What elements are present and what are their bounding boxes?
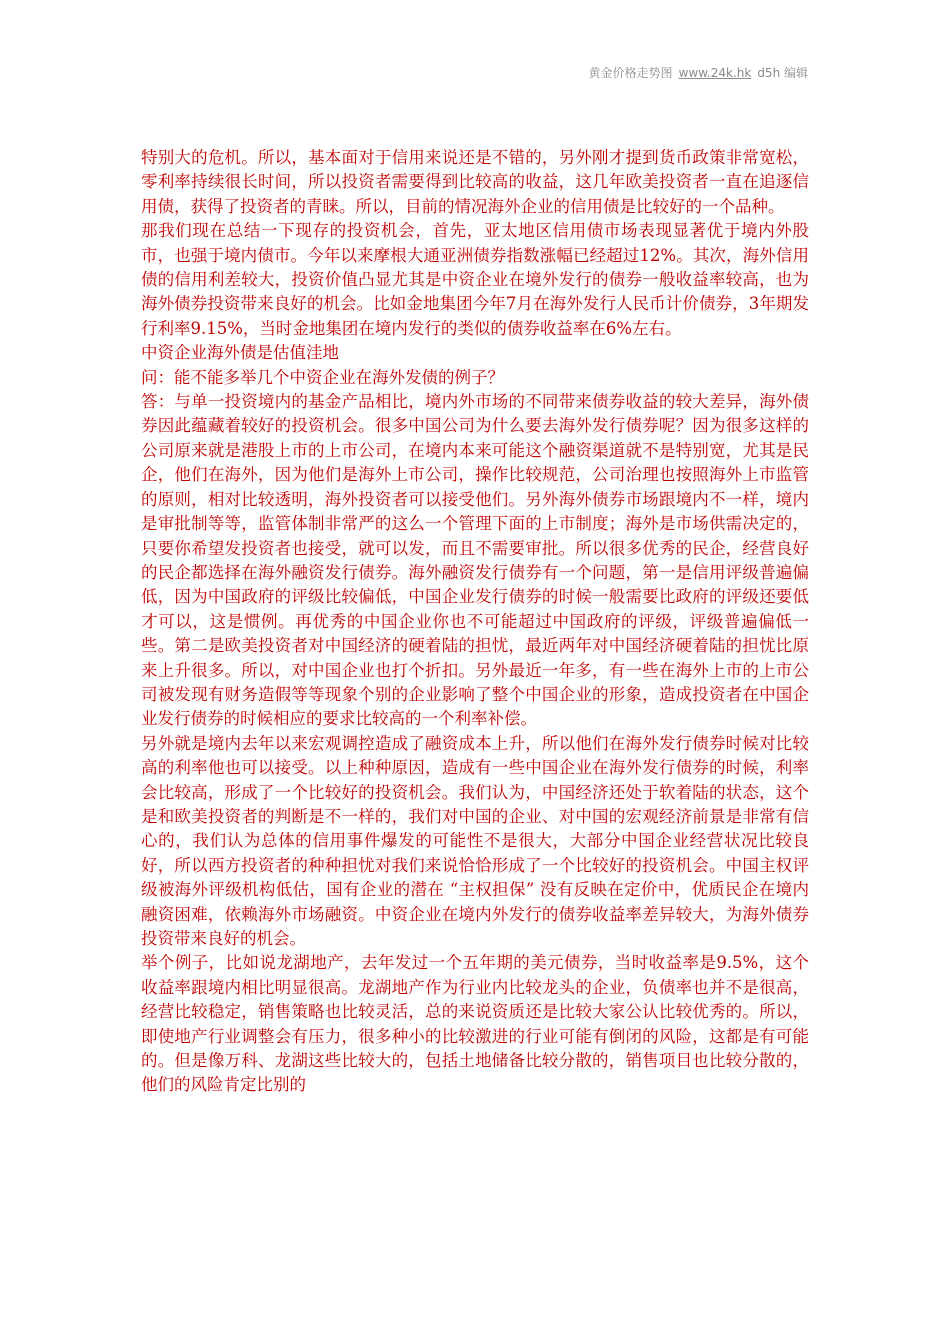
page-header (589, 64, 808, 81)
answer-paragraph: 答：与单一投资境内的基金产品相比，境内外市场的不同带来债券收益的较大差异，海外债券因此蕴藏着较好的投资机会。很多中国公司为什么要去海外发行债券呢？因为很多这样的公司原来就是港股上市的上市公司，在境内本来可能这个融资渠道就不是特别宽，尤其是民企，他们在海外，因为他们是海外上市公司，操作比较规范，公司治理也按照海外上市监管的原则，相对比较透明，海外投资者可以接受他们。另外海外债券市场跟境内不一样，境内是审批制等等，监管体制非常严的这么一个管理下面的上市制度；海外是市场供需决定的，只要你希望发投资者也接受，就可以发，而且不需要审批。所以很多优秀的民企，经营良好的民企都选择在海外融资发行债券。海外融资发行债券有一个问题，第一是信用评级普遍偏低，因为中国政府的评级比较偏低，中国企业发行债券的时候一般需要比政府的评级还要低才可以，这是惯例。再优秀的中国企业你也不可能超过中国政府的评级，评级普遍偏低一些。第二是欧美投资者对中国经济的硬着陆的担忧，最近两年对中国经济硬着陆的担忧比原来上升很多。所以，对中国企业也打个折扣。另外最近一年多，有一些在海外上市的上市公司被发现有财务造假等等现象个别的企业影响了整个中国企业的形象，造成投资者在中国企业发行债券的时候相应的要求比较高的一个利率补偿。 (141, 392, 809, 729)
paragraph-1: 特别大的危机。所以，基本面对于信用来说还是不错的，另外刚才提到货币政策非常宽松，零利率持续很长时间，所以投资者需要得到比较高的收益，这几年欧美投资者一直在追逐信用债，获得了投资者的青睐。所以，目前的情况海外企业的信用债是比较好的一个品种。 (141, 148, 809, 216)
header-editor: d5h 编辑 (757, 66, 808, 80)
section-heading: 中资企业海外债是估值洼地 (141, 343, 339, 363)
article-body (141, 146, 809, 1098)
header-title: 黄金价格走势图 (588, 66, 673, 80)
paragraph-7: 举个例子，比如说龙湖地产，去年发过一个五年期的美元债券，当时收益率是9.5%，这个收益率跟境内相比明显很高。龙湖地产作为行业内比较龙头的企业，负债率也并不是很高，经营比较稳定，销售策略也比较灵活，总的来说资质还是比较大家公认比较优秀的。所以，即使地产行业调整会有压力，很多种小的比较激进的行业可能有倒闭的风险，这都是有可能的。但是像万科、龙湖这些比较大的，包括土地储备比较分散的，销售项目也比较分散的，他们的风险肯定比别的 (141, 953, 809, 1095)
paragraph-6: 另外就是境内去年以来宏观调控造成了融资成本上升，所以他们在海外发行债券时候对比较高的利率他也可以接受。以上种种原因，造成有一些中国企业在海外发行债券的时候，利率会比较高，形成了一个比较好的投资机会。我们认为，中国经济还处于软着陆的状态，这个是和欧美投资者的判断是不一样的，我们对中国的企业、对中国的宏观经济前景是非常有信心的，我们认为总体的信用事件爆发的可能性不是很大，大部分中国企业经营状况比较良好，所以西方投资者的种种担忧对我们来说恰恰形成了一个比较好的投资机会。中国主权评级被海外评级机构低估，国有企业的潜在 “主权担保” 没有反映在定价中，优质民企在境内融资困难，依赖海外市场融资。中资企业在境内外发行的债券收益率差异较大，为海外债券投资带来良好的机会。 (141, 733, 809, 948)
header-site-link[interactable]: www.24k.hk (678, 66, 752, 80)
paragraph-2: 那我们现在总结一下现存的投资机会，首先，亚太地区信用债市场表现显著优于境内外股市，也强于境内债市。今年以来摩根大通亚洲债券指数涨幅已经超过12%。其次，海外信用债的信用利差较大，投资价值凸显尤其是中资企业在境外发行的债券一般收益率较高，也为海外债券投资带来良好的机会。比如金地集团今年7月在海外发行人民币计价债券，3年期发行利率9.15%，当时金地集团在境内发行的类似的债券收益率在6%左右。 (141, 221, 809, 338)
question: 问：能不能多举几个中资企业在海外发债的例子？ (141, 367, 504, 387)
